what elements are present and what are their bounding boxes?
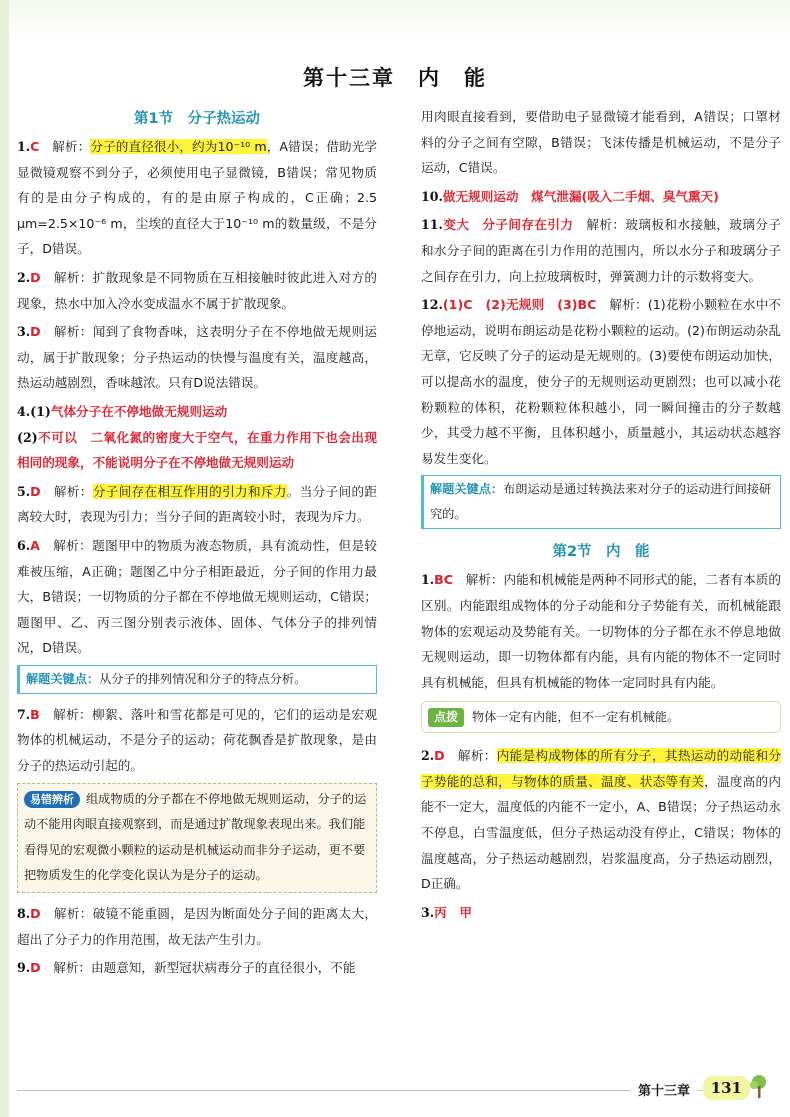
answer-1: 1.C 解析：分子的直径很小，约为10⁻¹⁰ m，A错误；借助光学显微镜观察不到分子，必须使用电子显微镜，B错误；常见物质有的是由分子构成的，有的是由原子构成的，C正确；2.5 μm=2.5×10⁻⁶ m，尘埃的直径大于10⁻¹⁰ m的数量级，不是分子，D错误。 xyxy=(17,139,378,257)
answer-9: 9.D 解析：由题意知，新型冠状病毒分子的直径很小，不能 xyxy=(17,960,356,976)
answer-8: 8.D 解析：破镜不能重圆，是因为断面处分子间的距离太大，超出了分子力的作用范围，故无法产生引力。 xyxy=(17,906,377,947)
s2-answer-2: 2.D 解析：内能是构成物体的所有分子，其热运动的动能和分子势能的总和，与物体的质量、温度、状态等有关，温度高的内能不一定大，温度低的内能不一定小，A、B错误；分子热运动永不停息，白雪温度低，但分子热运动没有停止，C错误；物体的温度越高，分子热运动越剧烈，岩浆温度高，分子热运动剧烈，D正确。 xyxy=(421,748,782,892)
tip-box: 点拨 物体一定有内能，但不一定有机械能。 xyxy=(421,701,781,733)
sidebar-strip xyxy=(0,0,9,1117)
key-point-box-2: 解题关键点：布朗运动是通过转换法来对分子的运动进行间接研究的。 xyxy=(421,475,781,529)
answer-7: 7.B 解析：柳絮、落叶和雪花都是可见的，它们的运动是宏观物体的机械运动，不是分子的运动；荷花飘香是扩散现象，是由分子的热运动引起的。 xyxy=(17,706,377,774)
answer-3: 3.D 解析：闻到了食物香味，这表明分子在不停地做无规则运动，属于扩散现象；分子热运动的快慢与温度有关，温度越高，热运动越剧烈，香味越浓。只有D说法错误。 xyxy=(17,324,377,391)
footer-divider xyxy=(17,1090,720,1091)
s2-answer-3: 3.丙 甲 xyxy=(421,904,472,920)
section-title-1: 第1节 分子热运动 xyxy=(133,111,261,127)
answer-10: 10.做无规则运动 煤气泄漏(吸入二手烟、臭气熏天) xyxy=(421,188,719,204)
answer-5: 5.D 解析：分子间存在相互作用的引力和斥力。当分子间的距离较大时，表现为引力；当分子间的距离较小时，表现为斥力。 xyxy=(17,483,377,525)
s2-answer-1: 1.BC 解析：内能和机械能是两种不同形式的能，二者有本质的区别。内能跟组成物体的分子动能和分子势能有关，而机械能跟物体的宏观运动及势能有关。一切物体的分子都在永不停息地做无规则运动，即一切物体都有内能，具有内能的物体不一定同时具有机械能，但具有机械能的物体一定同时具有内能。 xyxy=(421,572,781,690)
left-column xyxy=(17,104,377,984)
error-analysis-box: 易错辨析 组成物质的分子都在不停地做无规则运动，分子的运动不能用肉眼直接观察到，而是通过扩散现象表现出来。我们能看得见的宏观微小颗粒的运动是机械运动而非分子运动，更不要把物质发生的化学变化误认为是分子的运动。 xyxy=(17,783,377,893)
key-point-box: 解题关键点：从分子的排列情况和分子的特点分析。 xyxy=(17,665,377,694)
tip-badge: 点拨 xyxy=(428,708,464,727)
header-band xyxy=(9,0,790,48)
page-number: 131 xyxy=(703,1076,750,1100)
right-column xyxy=(421,104,781,928)
tree-icon xyxy=(748,1074,770,1100)
answer-4: 4.(1)气体分子在不停地做无规则运动 (2)不可以 二氧化氮的密度大于空气，在重力作用下也会出现相同的现象，不能说明分子在不停地做无规则运动 xyxy=(17,403,377,471)
footer-chapter-label: 第十三章 xyxy=(630,1080,698,1099)
answer-12: 12.(1)C (2)无规则 (3)BC 解析：(1)花粉小颗粒在水中不停地运动，说明布朗运动是花粉小颗粒的运动。(2)布朗运动杂乱无章，它反映了分子的运动是无规则的。(3)要使布朗运动加快，可以提高水的温度，使分子的无规则运动更剧烈；也可以减小花粉颗粒的体积，花粉颗粒体积越小，同一瞬间撞击的分子数越少，其受力越不平衡，且体积越小，质量越小，其运动状态越容易发生变化。 xyxy=(421,297,782,466)
chapter-title: 第十三章 内 能 xyxy=(303,65,487,90)
error-analysis-badge: 易错辨析 xyxy=(24,791,80,808)
answer-2: 2.D 解析：扩散现象是不同物质在互相接触时彼此进入对方的现象，热水中加入冷水变成温水不属于扩散现象。 xyxy=(17,269,377,311)
answer-9-continued: 用肉眼直接看到，要借助电子显微镜才能看到，A错误；口罩材料的分子之间有空隙，B错误；飞沫传播是机械运动，不是分子运动，C错误。 xyxy=(421,109,781,176)
section-title-2: 第2节 内 能 xyxy=(552,544,650,561)
page-footer xyxy=(0,1072,790,1102)
answer-11: 11.变大 分子间存在引力 解析：玻璃板和水接触，玻璃分子和水分子间的距离在引力作用的范围内，所以水分子和玻璃分子之间存在引力，向上拉玻璃板时，弹簧测力计的示数将变大。 xyxy=(421,217,782,284)
answer-6: 6.A 解析：题图甲中的物质为液态物质，具有流动性，但是较难被压缩，A正确；题图乙中分子相距最近，分子间的作用力最大，B错误；一切物质的分子都在不停地做无规则运动，C错误；题图甲、乙、丙三图分别表示液体、固体、气体分子的排列情况，D错误。 xyxy=(17,537,377,656)
